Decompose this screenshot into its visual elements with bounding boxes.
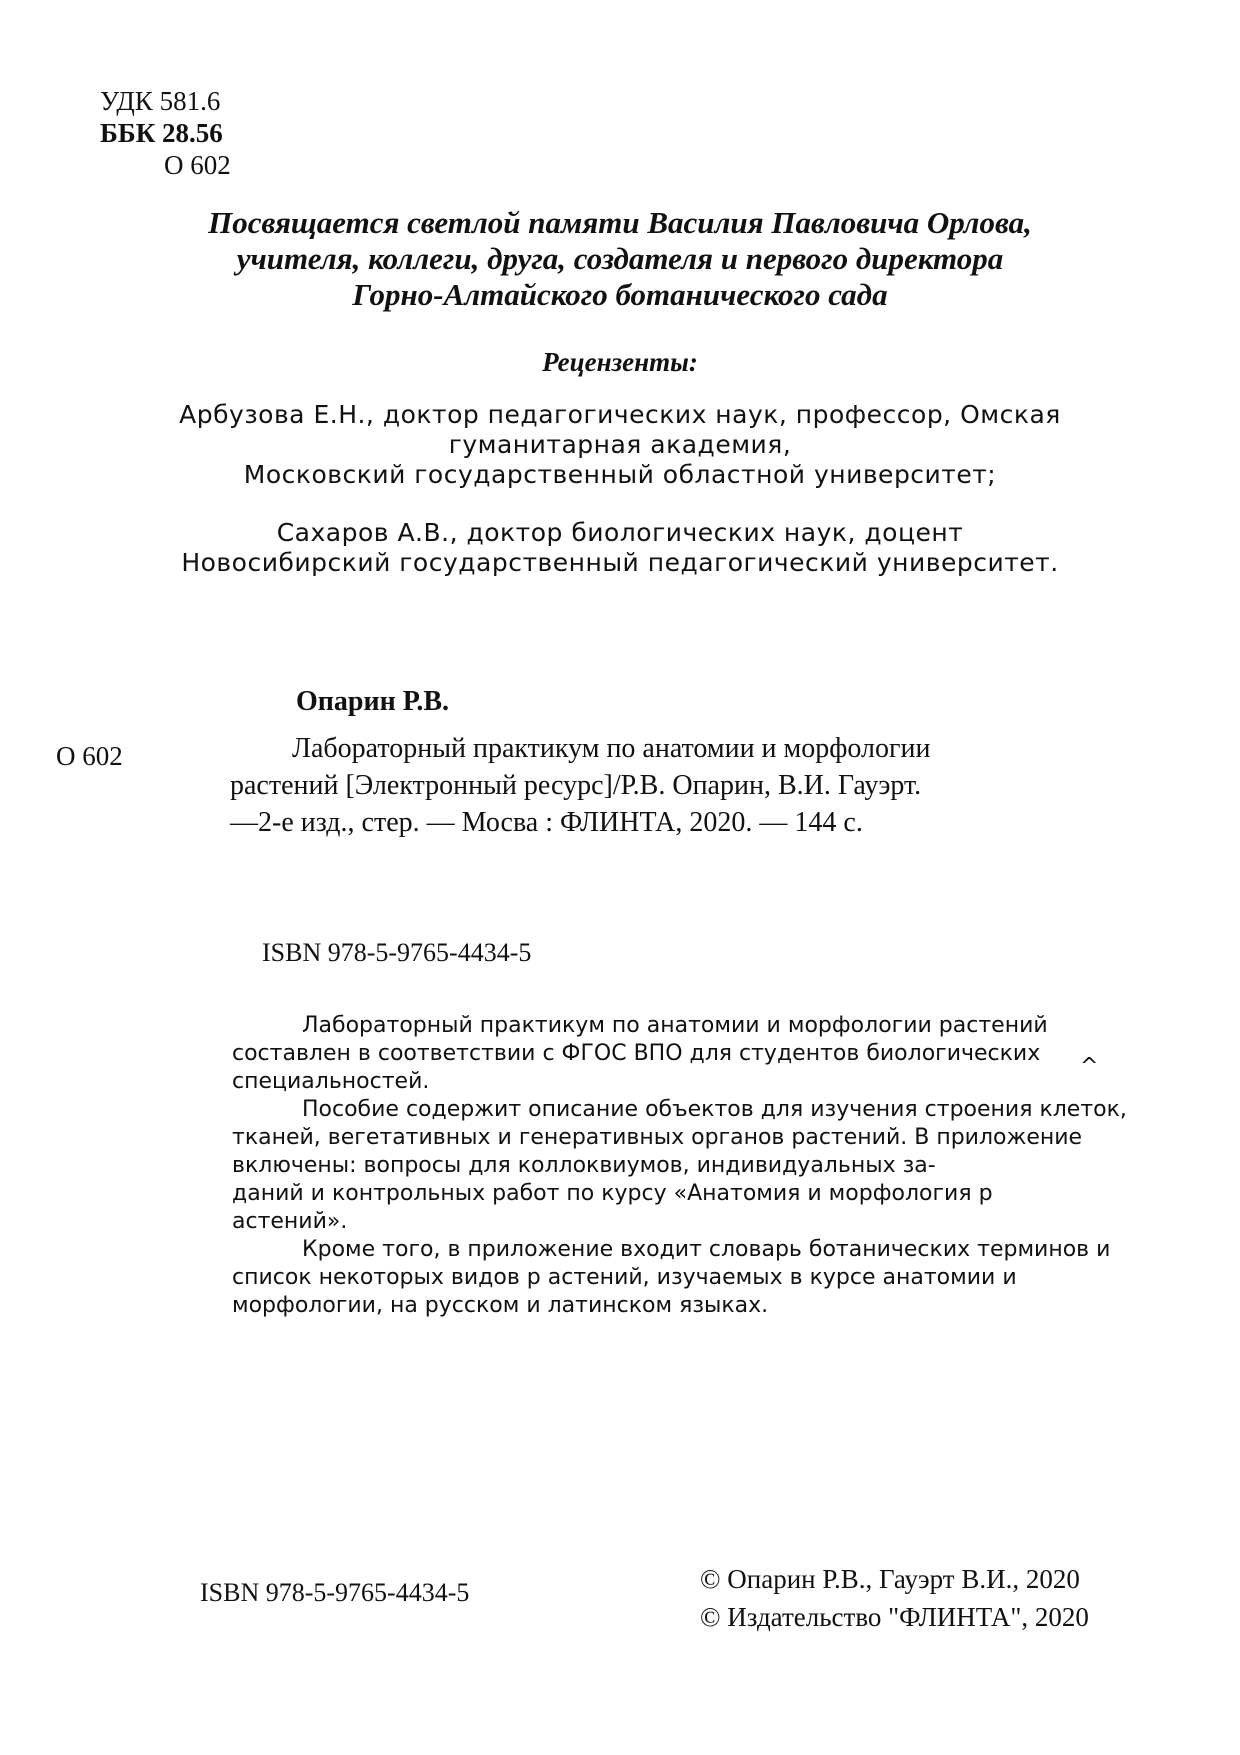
biblio-line: —2-е изд., стер. — Мосва : ФЛИНТА, 2020. — 144 с. [230,807,863,838]
abstract-line: включены: вопросы для коллоквиумов, индивидуальных за- [232,1153,936,1178]
udk-code: УДК 581.6 [100,86,221,116]
isbn-bottom: ISBN 978-5-9765-4434-5 [200,1578,470,1607]
reviewer-1 [0,400,1240,490]
reviewer-line: Сахаров А.В., доктор биологических наук, доцент [276,518,964,547]
abstract-line: специальностей. [232,1069,430,1094]
side-author-mark: О 602 [56,741,123,771]
abstract-line: морфологии, на русском и латинском языках. [232,1293,769,1318]
caret-mark-icon: ^ [1080,1054,1099,1079]
reviewer-line: гуманитарная академия, [448,430,792,459]
reviewer-line: Арбузова Е.Н., доктор педагогических наук, профессор, Омская [179,400,1061,429]
reviewer-line: Новосибирский государственный педагогический университет. [181,548,1059,577]
abstract-line: астений». [232,1209,348,1234]
abstract-line: Пособие содержит описание объектов для изучения строения клеток, [302,1097,1127,1122]
reviewer-2 [0,518,1240,578]
dedication-line: Посвящается светлой памяти Василия Павловича Орлова, [208,205,1032,240]
biblio-line: растений [Электронный ресурс]/Р.В. Опарин, В.И. Гауэрт. [230,770,922,801]
dedication-line: учителя, коллеги, друга, создателя и первого директора [236,241,1004,276]
copyright-block [700,1560,1089,1636]
abstract-line: тканей, вегетативных и генеративных органов растений. В приложение [232,1125,1083,1150]
dedication [0,205,1240,313]
abstract-line: список некоторых видов р астений, изучаемых в курсе анатомии и [232,1265,1017,1290]
abstract-line: Кроме того, в приложение входит словарь ботанических терминов и [302,1237,1111,1262]
reviewer-line: Московский государственный областной университет; [243,460,997,489]
abstract [232,1012,1127,1320]
copyright-line: © Опарин Р.В., Гауэрт В.И., 2020 [700,1564,1080,1594]
bbk-code: ББК 28.56 [100,118,223,148]
copyright-line: © Издательство "ФЛИНТА", 2020 [700,1602,1089,1632]
bibliographic-record [230,730,930,841]
biblio-line: Лабораторный практикум по анатомии и морфологии [292,733,931,764]
dedication-line: Горно-Алтайского ботанического сада [352,277,888,312]
abstract-line: даний и контрольных работ по курсу «Анатомия и морфология р [232,1181,993,1206]
author-name: Опарин Р.В. [296,686,450,717]
isbn-main: ISBN 978-5-9765-4434-5 [262,938,532,967]
author-mark: О 602 [164,150,231,180]
reviewers-heading: Рецензенты: [542,347,698,377]
abstract-line: составлен в соответствии с ФГОС ВПО для студентов биологических [232,1041,1041,1066]
classification-codes [100,85,231,181]
abstract-line: Лабораторный практикум по анатомии и морфологии растений [302,1013,1048,1038]
